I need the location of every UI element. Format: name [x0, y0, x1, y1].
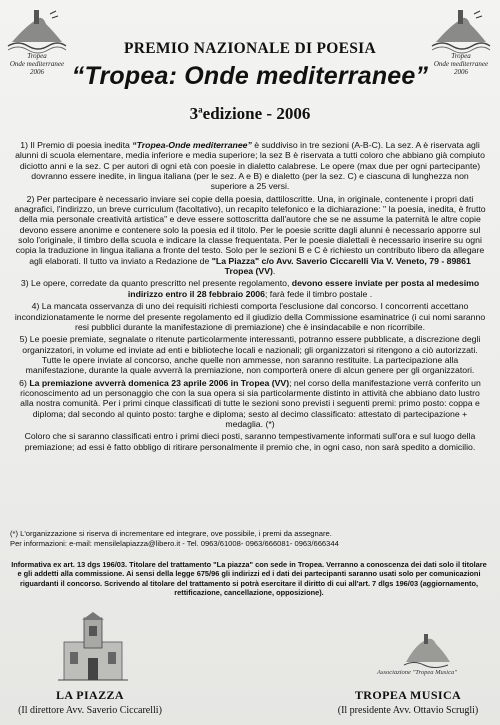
footnote-prizes: (*) L'organizzazione si riserva di incrementare ed integrare, ove possibile, i premi da assegnare.: [10, 529, 332, 538]
rule-3-deadline: devono essere inviate per posta al medesimo indirizzo entro il 28 febbraio 2006: [127, 278, 480, 299]
rule-2-end: .: [272, 266, 276, 277]
logo-right-title: Tropea: [451, 52, 471, 60]
edition-superscript: a: [198, 104, 203, 115]
edition-text: edizione - 2006: [202, 104, 311, 123]
tropea-musica-logo-icon: [402, 632, 452, 668]
rule-6-num: 6): [19, 377, 30, 388]
rule-2: [14, 194, 486, 277]
rule-3: [14, 278, 486, 299]
edition-heading: [0, 104, 500, 124]
rule-2-address: "La Piazza" c/o Avv. Saverio Ciccarelli Via V. Veneto, 79 - 89861 Tropea (VV): [211, 255, 471, 277]
logo-right-subtitle: Onde mediterranee: [433, 60, 489, 68]
logo-right-year: 2006: [454, 68, 468, 76]
rule-3-text: 3) Le opere, corredate da quanto prescritto nel presente regolamento,: [20, 278, 292, 289]
rules-body: [14, 140, 486, 454]
footnote-contacts: Per informazioni: e-mail: mensilelapiazza@libero.it - Tel. 0963/61008- 0963/666081- 0963/666344: [10, 538, 339, 548]
prize-title: PREMIO NAZIONALE DI POESIA: [124, 40, 376, 57]
org-name-tropea-musica: TROPEA MUSICA: [354, 688, 462, 702]
signature-tropea-musica: [318, 688, 498, 716]
rule-1-text: 1) Il Premio di poesia inedita: [20, 140, 133, 150]
footnote: [10, 529, 490, 548]
rule-1-text-cont: è suddiviso in tre sezioni (A-B-C). La sez. A è riservata agli alunni di scuola elementare, media inferiore e media superiore; la sez B è riservata a tutti coloro che abbiano già compiuto diciotto anni e la sez. C per autori di ogni età con poesie in dialetto calabrese. Le opere (max due per ogni partecipante) dovranno essere inedite, in lingua italiana (per le sez. A e B) e dialetto (per la sez. C) e ciascuna di lunghezza non superiore a 25 versi.: [15, 140, 485, 192]
edition-number: 3: [189, 104, 199, 123]
rule-2-text: 2) Per partecipare è necessario inviare sei copie della poesia, dattiloscritte. Una, in originale, contenente i propri dati anagrafici, l'indirizzo, un breve curriculum (facoltativo), un recapito telefonico e la dichiarazione: " la poesia, inedita, è frutto della mia personale creatività artistica" e deve essere sottoscritta dall'autore che se ne assume la paternità le altre copie devono essere anonime e contenere solo la poesia ed il titolo. Per le poesie scritte dagli alunni è necessario apporre sul solo l'originale, il timbro della scuola e indicare la classe frequentata. Per le poesie dialettali è necessario inserire su ogni copia la traduzione in lingua italiana a fronte del testo. Solo per le sezioni B e C è richiesto un contributo libero da allegare agli elaborati. Il tutto va inviato a Redazione de: [14, 193, 486, 266]
rule-6: [14, 378, 486, 430]
logo-left-title: Tropea: [27, 52, 47, 60]
logo-left-subtitle: Onde mediterranee: [9, 60, 65, 68]
building-illustration-icon: [58, 612, 128, 684]
president-name: (Il presidente Avv. Ottavio Scrugli): [337, 705, 479, 716]
rule-3-end: ; farà fede il timbro postale .: [264, 288, 373, 299]
logo-left-year: 2006: [30, 68, 44, 76]
director-name: (Il direttore Avv. Saverio Ciccarelli): [18, 705, 162, 716]
rule-4: 4) La mancata osservanza di uno dei requisiti richiesti comporta l'esclusione dal concorso. I concorrenti accettano incondizionatamente le norme del presente regolamento ed il giudizio della Commissione esaminatrice (i cui nomi saranno resi pubblici durante la manifestazione di premiazione) che è insindacabile e non ricorribile.: [14, 301, 486, 332]
rule-1: [14, 140, 486, 192]
prize-name: “Tropea: Onde mediterranee”: [71, 62, 429, 90]
rule-7: Coloro che si saranno classificati entro i primi dieci posti, saranno tempestivamente informati sull'ora e sul luogo della premiazione; ad essi è fatto obbligo di ritirare personalmente il premio che, in ogni caso, non sarà spedito a domicilio.: [24, 431, 476, 452]
tropea-musica-logo-label: Associazione "Tropea Musica": [377, 669, 457, 676]
privacy-notice: Informativa ex art. 13 dgs 196/03. Titolare del trattamento "La piazza" con sede in Tropea. Verranno a conoscenza dei dati solo il titolare e gli addetti alla commissione. Ai sensi della legge 675/96 gli indirizzi ed i dati dei partecipanti saranno usati solo per comunicazioni riguardanti il concorso. Scrivendo al titolare del trattamento si potrà esercitare il diritto di cui all'art. 7 dlgs 196/03 (aggiornamento, rettificazione, cancellazione, opposizione).: [11, 560, 487, 597]
rule-6-text: ; nel corso della manifestazione verrà conferito un riconoscimento ad un personaggio che con la sua opera si sia particolarmente distinto in attività che abbiano dato lustro alla nostra comunità. Per i primi cinque classificati di tutte le sezioni sono previsti i seguenti premi: primo posto: coppa e diploma; dal secondo al quinto posto: targhe e diploma; sesto al decimo classificato: attestato di partecipazione + medaglia. (*): [20, 377, 481, 429]
signature-la-piazza: [15, 688, 165, 716]
rule-6-date: La premiazione avverrà domenica 23 aprile 2006 in Tropea (VV): [29, 377, 290, 388]
rule-5: 5) Le poesie premiate, segnalate o ritenute particolarmente interessanti, potranno essere pubblicate, a discrezione degli organizzatori, in volume ed inviate ad enti e biblioteche locali e nazionali; gli organizzatori si ritengono a ciò autorizzati. Tutte le opere inviate al concorso, anche quelle non ammesse, non saranno restituite. La partecipazione alla manifestazione, durante la quale avverrà la premiazione, non comporterà onere di alcun genere per gli organizzatori.: [19, 334, 481, 376]
rule-1-prize-name: “Tropea-Onde mediterranee”: [132, 140, 252, 150]
org-name-la-piazza: LA PIAZZA: [56, 688, 124, 702]
